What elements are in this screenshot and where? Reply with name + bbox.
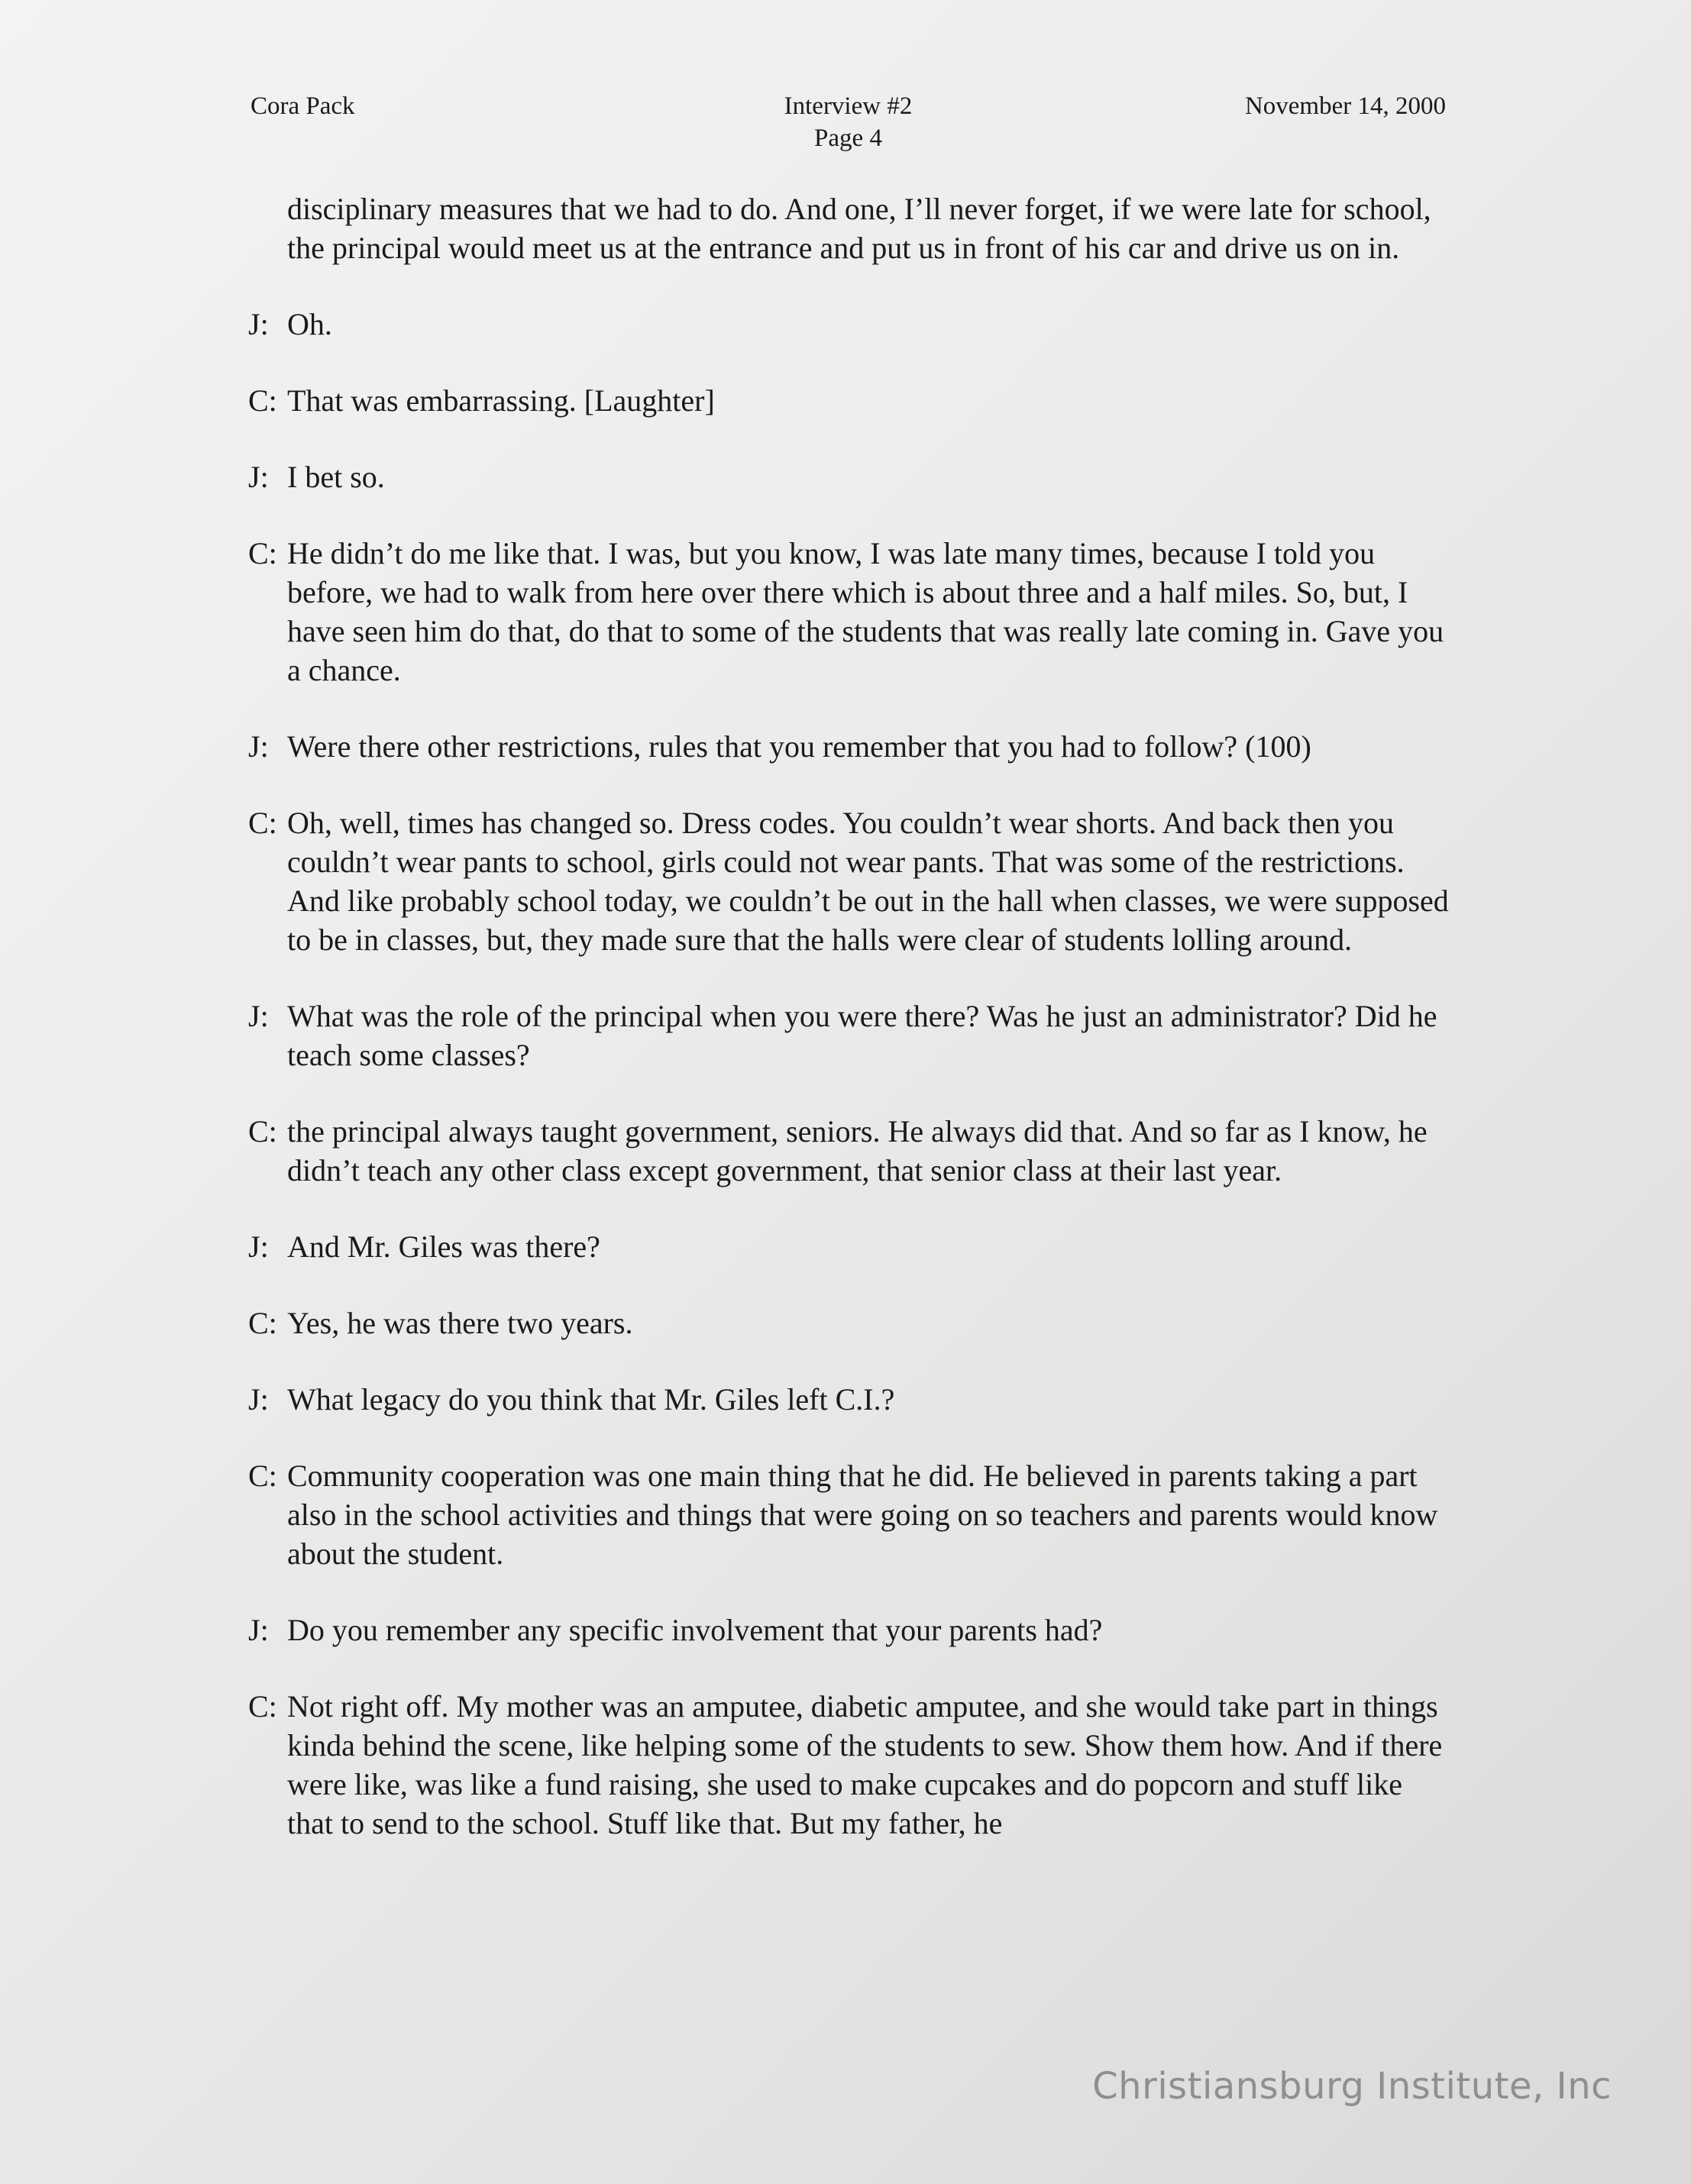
- speaker-label: J:: [248, 1382, 269, 1417]
- dialogue-entry: [248, 1304, 1451, 1342]
- dialogue-entry: [248, 305, 1451, 344]
- speaker-label: J:: [248, 1229, 269, 1264]
- speaker-label: J:: [248, 460, 269, 494]
- dialogue-entry: [248, 1380, 1451, 1419]
- dialogue-entry: [248, 1456, 1451, 1573]
- dialogue-text: Yes, he was there two years.: [287, 1306, 633, 1340]
- dialogue-text: What legacy do you think that Mr. Giles left C.I.?: [287, 1382, 895, 1417]
- dialogue-entry: [248, 1112, 1451, 1190]
- dialogue-entry: [248, 803, 1451, 959]
- dialogue-entry: [248, 727, 1451, 766]
- watermark: Christiansburg Institute, Inc: [1092, 2065, 1612, 2108]
- interview-date: November 14, 2000: [1244, 92, 1446, 120]
- page-header: [251, 90, 1446, 159]
- dialogue-entry: [248, 997, 1451, 1074]
- dialogue-text: the principal always taught government, seniors. He always did that. And so far as I know, he didn’t teach any other class except government, that senior class at their last year.: [287, 1114, 1427, 1187]
- speaker-label: C:: [248, 806, 277, 840]
- dialogue-text: I bet so.: [287, 460, 385, 494]
- dialogue-text: He didn’t do me like that. I was, but you know, I was late many times, because I told you before, we had to walk from here over there which is about three and a half miles. So, but, I have seen him do that, do that to some of the students that was really late coming in. Gave you a chance.: [287, 536, 1444, 687]
- dialogue-text: Oh, well, times has changed so. Dress codes. You couldn’t wear shorts. And back then you couldn’t wear pants to school, girls could not wear pants. That was some of the restrictions. And like probably school today, we couldn’t be out in the hall when classes, we were supposed to be in classes, but, they made sure that the halls were clear of students lolling around.: [287, 806, 1449, 957]
- dialogue-text: Not right off. My mother was an amputee, diabetic amputee, and she would take part in things kinda behind the scene, like helping some of the students to sew. Show them how. And if there were like, was like a fund raising, she used to make cupcakes and do popcorn and stuff like that to send to the school. Stuff like that. But my father, he: [287, 1689, 1443, 1840]
- dialogue-text: Do you remember any specific involvement that your parents had?: [287, 1613, 1103, 1647]
- page-number: Page 4: [814, 124, 882, 152]
- dialogue-entry: [248, 457, 1451, 496]
- speaker-label: C:: [248, 1689, 277, 1724]
- dialogue-text: Oh.: [287, 307, 332, 341]
- speaker-label: J:: [248, 1613, 269, 1647]
- dialogue-text: That was embarrassing. [Laughter]: [287, 383, 715, 418]
- dialogue-text: And Mr. Giles was there?: [287, 1229, 600, 1264]
- dialogue-text: What was the role of the principal when you were there? Was he just an administrator? Did he teach some classes?: [287, 999, 1437, 1072]
- interviewee-name: Cora Pack: [251, 92, 355, 120]
- dialogue-entry: [248, 1227, 1451, 1266]
- dialogue-text: Were there other restrictions, rules that you remember that you had to follow? (100): [287, 729, 1311, 764]
- continuation-paragraph: disciplinary measures that we had to do. And one, I’ll never forget, if we were late for school, the principal would meet us at the entrance and put us in front of his car and drive us on in.: [287, 192, 1431, 265]
- dialogue-entry: [248, 381, 1451, 420]
- speaker-label: J:: [248, 307, 269, 341]
- dialogue-entry: [248, 534, 1451, 690]
- transcript-body: [248, 189, 1451, 1880]
- dialogue-entry: [248, 1687, 1451, 1843]
- speaker-label: C:: [248, 383, 277, 418]
- speaker-label: C:: [248, 1114, 277, 1149]
- speaker-label: C:: [248, 1306, 277, 1340]
- speaker-label: C:: [248, 1459, 277, 1493]
- speaker-label: J:: [248, 729, 269, 764]
- dialogue-text: Community cooperation was one main thing that he did. He believed in parents taking a part also in the school activities and things that were going on so teachers and parents would know about the student.: [287, 1459, 1438, 1571]
- speaker-label: J:: [248, 999, 269, 1033]
- speaker-label: C:: [248, 536, 277, 570]
- interview-number: Interview #2: [784, 92, 913, 120]
- dialogue-entry: [248, 1611, 1451, 1649]
